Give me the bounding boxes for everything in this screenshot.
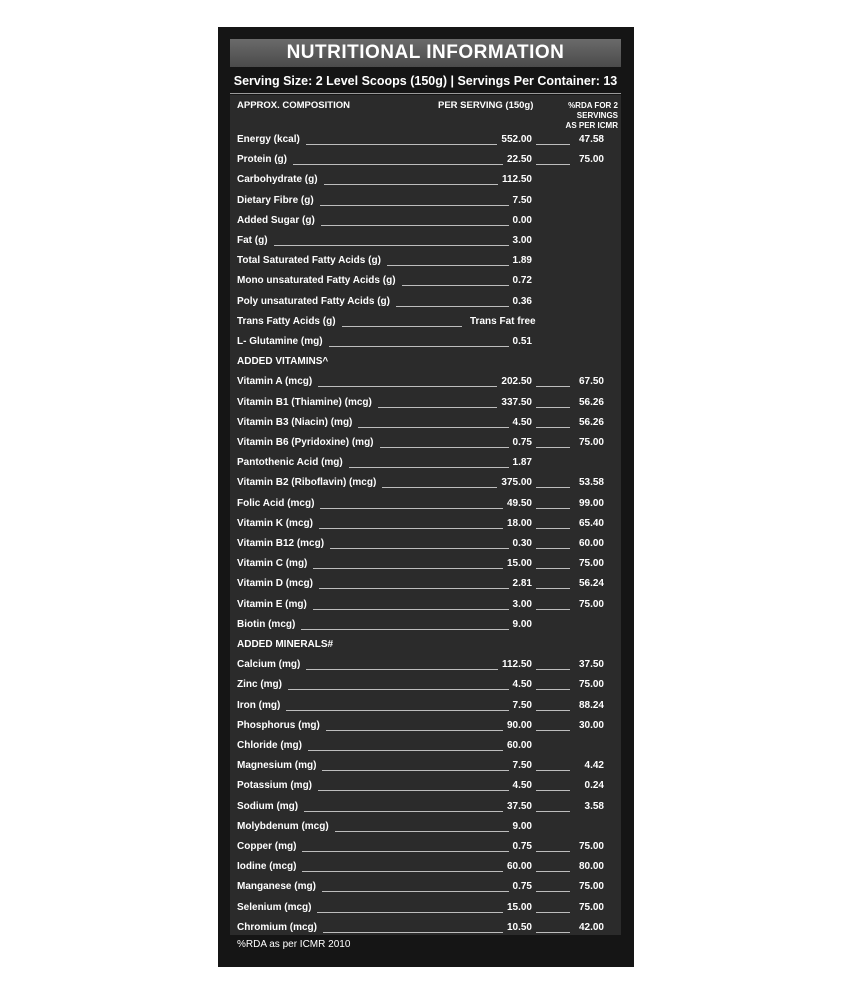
serving-info: Serving Size: 2 Level Scoops (150g) | Servings Per Container: 13 [230,69,621,94]
nutrient-label: Magnesium (mg) [237,760,317,772]
per-serving-value: 112.50 [501,659,532,671]
rda-leader-line [536,508,570,509]
per-serving-value: 9.00 [512,618,532,630]
per-serving-value: 0.72 [512,275,532,287]
per-serving-value: 202.50 [501,376,532,388]
rda-leader-line [536,730,570,731]
nutrient-label: Pantothenic Acid (mg) [237,457,343,469]
nutrient-label: Poly unsaturated Fatty Acids (g) [237,295,390,307]
per-serving-value: 4.50 [512,416,532,428]
per-serving-value: 60.00 [506,740,532,751]
nutrition-table [230,95,621,935]
rda-leader-line [536,710,570,711]
per-serving-value: 7.50 [512,699,532,711]
table-row [230,395,621,411]
per-serving-value: 7.50 [512,194,532,206]
section-vitamins: ADDED VITAMINS^ [237,356,329,368]
table-row [230,778,621,794]
per-serving-value: 9.00 [512,820,532,832]
leader-line [342,326,462,327]
rda-leader-line [536,548,570,549]
nutrient-label: Copper (mg) [237,841,297,852]
header-rda-line1: %RDA FOR 2 SERVINGS [568,101,618,120]
per-serving-value: 37.50 [506,800,532,812]
header-rda-line2: AS PER ICMR [565,121,618,130]
rda-value: 4.42 [584,760,604,772]
rda-leader-line [536,609,570,610]
per-serving-value: 90.00 [506,719,532,731]
per-serving-value: 4.50 [512,780,532,792]
rda-leader-line [536,770,570,771]
table-row [230,294,621,310]
nutrient-label: Potassium (mg) [237,780,313,792]
rda-value: 75.00 [578,154,604,166]
rda-value: 67.50 [578,376,604,388]
table-row [230,334,621,350]
nutrient-label: Vitamin K (mcg) [237,517,313,529]
rda-value: 56.26 [578,416,604,428]
per-serving-value: 112.50 [501,174,532,186]
nutrient-label: Folic Acid (mcg) [237,497,315,509]
per-serving-value: 15.00 [506,558,532,570]
nutrient-label: L- Glutamine (mg) [237,336,323,347]
per-serving-value: 1.87 [512,457,532,469]
nutrient-label: Dietary Fibre (g) [237,194,314,206]
table-row [230,698,621,714]
table-row [230,859,621,875]
rda-leader-line [536,164,570,165]
table-row [230,597,621,613]
rda-leader-line [536,588,570,589]
table-row [230,273,621,289]
rda-leader-line [536,144,570,145]
rda-value: 37.50 [578,659,604,671]
rda-value: 53.58 [578,477,604,489]
rda-value: 75.00 [578,437,604,448]
rda-leader-line [536,487,570,488]
table-row [230,193,621,209]
nutrient-label: Iodine (mcg) [237,861,297,873]
per-serving-value: 337.50 [501,396,532,408]
nutrient-label: Vitamin A (mcg) [237,376,313,388]
rda-leader-line [536,407,570,408]
nutrient-label: Vitamin B2 (Riboflavin) (mcg) [237,477,377,489]
rda-value: 75.00 [578,598,604,610]
per-serving-value: 10.50 [506,921,532,933]
nutrient-label: Mono unsaturated Fatty Acids (g) [237,275,396,287]
rda-leader-line [536,447,570,448]
footnote: %RDA as per ICMR 2010 [237,939,351,950]
rda-value: 88.24 [578,699,604,711]
per-serving-value: 0.75 [512,881,532,893]
per-serving-value: 3.00 [512,235,532,246]
nutrient-label: Vitamin D (mcg) [237,578,313,590]
per-serving-value: 0.30 [512,538,532,549]
panel-title: NUTRITIONAL INFORMATION [230,39,621,67]
header-composition: APPROX. COMPOSITION [237,100,350,111]
rda-value: 30.00 [578,719,604,731]
nutrient-label: Calcium (mg) [237,659,301,671]
table-row [230,819,621,835]
nutrient-label: Vitamin C (mg) [237,558,308,570]
table-row [230,415,621,431]
table-row [230,879,621,895]
table-row [230,617,621,633]
per-serving-value: 552.00 [501,134,532,145]
nutrient-label: Trans Fatty Acids (g) [237,315,336,327]
rda-leader-line [536,851,570,852]
nutrient-label: Molybdenum (mcg) [237,820,329,832]
table-row [230,657,621,673]
per-serving-value: 0.00 [512,214,532,226]
per-serving-value: 4.50 [512,679,532,691]
nutrient-label: Iron (mg) [237,699,281,711]
per-serving-value: 0.36 [512,295,532,307]
table-row [230,536,621,552]
nutrient-label: Chromium (mcg) [237,921,317,933]
table-row [230,455,621,471]
table-row [230,314,621,330]
table-row [230,738,621,754]
per-serving-value: 60.00 [506,861,532,873]
table-row [230,172,621,188]
per-serving-value: 49.50 [506,497,532,509]
rda-leader-line [536,912,570,913]
per-serving-value: 18.00 [506,517,532,529]
nutrient-label: Vitamin B12 (mcg) [237,538,325,549]
rda-value: 99.00 [578,497,604,509]
rda-leader-line [536,891,570,892]
nutrition-panel [218,27,634,967]
table-row [230,152,621,168]
rda-leader-line [536,386,570,387]
nutrient-label: Phosphorus (mg) [237,719,320,731]
rda-value: 0.24 [584,780,604,792]
table-row [230,556,621,572]
rda-value: 65.40 [578,517,604,529]
rda-leader-line [536,568,570,569]
rda-value: 3.58 [584,800,604,812]
per-serving-value: 0.75 [512,437,532,448]
rda-leader-line [536,427,570,428]
nutrient-label: Manganese (mg) [237,881,316,893]
table-row [230,132,621,148]
rda-leader-line [536,669,570,670]
header-per-serving: PER SERVING (150g) [438,100,534,111]
nutrient-label: Total Saturated Fatty Acids (g) [237,255,381,267]
rda-leader-line [536,689,570,690]
nutrient-label: Selenium (mcg) [237,901,312,913]
table-row [230,516,621,532]
per-serving-value: 0.51 [512,336,532,347]
table-row [230,435,621,451]
nutrient-label: Biotin (mcg) [237,618,296,630]
per-serving-value: 15.00 [506,901,532,913]
table-row [230,374,621,390]
per-serving-value: 2.81 [512,578,532,590]
rda-leader-line [536,811,570,812]
nutrient-label: Added Sugar (g) [237,214,315,226]
per-serving-value: 7.50 [512,760,532,772]
leader-line [306,144,497,145]
nutrient-label: Fat (g) [237,235,268,246]
nutrient-label: Vitamin B6 (Pyridoxine) (mg) [237,437,374,448]
nutrient-label: Vitamin E (mg) [237,598,307,610]
table-row [230,718,621,734]
nutrient-label: Vitamin B1 (Thiamine) (mcg) [237,396,372,408]
nutrient-label: Energy (kcal) [237,134,300,145]
header-rda [536,101,618,131]
rda-leader-line [536,528,570,529]
table-row [230,920,621,936]
nutrient-label: Sodium (mg) [237,800,299,812]
rda-value: 75.00 [578,679,604,691]
nutrient-label: Chloride (mg) [237,740,302,751]
nutrient-label: Zinc (mg) [237,679,282,691]
table-row [230,677,621,693]
rda-value: 75.00 [578,901,604,913]
nutrient-label: Vitamin B3 (Niacin) (mg) [237,416,353,428]
table-row [230,496,621,512]
rda-value: 75.00 [578,881,604,893]
table-row [230,799,621,815]
table-row [230,576,621,592]
nutrient-label: Carbohydrate (g) [237,174,318,186]
table-row [230,900,621,916]
rda-value: 75.00 [578,841,604,852]
table-row [230,475,621,491]
rda-leader-line [536,790,570,791]
table-row [230,839,621,855]
rda-value: 75.00 [578,558,604,570]
rda-value: 60.00 [578,538,604,549]
per-serving-value: 22.50 [506,154,532,166]
table-row [230,213,621,229]
rda-value: 80.00 [578,861,604,873]
per-serving-value: 3.00 [512,598,532,610]
rda-value: 47.58 [578,134,604,145]
rda-value: 42.00 [578,921,604,933]
per-serving-value: Trans Fat free [470,315,536,327]
rda-leader-line [536,871,570,872]
rda-value: 56.24 [578,578,604,590]
table-row [230,233,621,249]
section-minerals: ADDED MINERALS# [237,639,334,650]
per-serving-value: 1.89 [512,255,532,267]
rda-leader-line [536,932,570,933]
per-serving-value: 375.00 [501,477,532,489]
table-row [230,253,621,269]
nutrient-label: Protein (g) [237,154,287,166]
rda-value: 56.26 [578,396,604,408]
per-serving-value: 0.75 [512,841,532,852]
table-row [230,758,621,774]
